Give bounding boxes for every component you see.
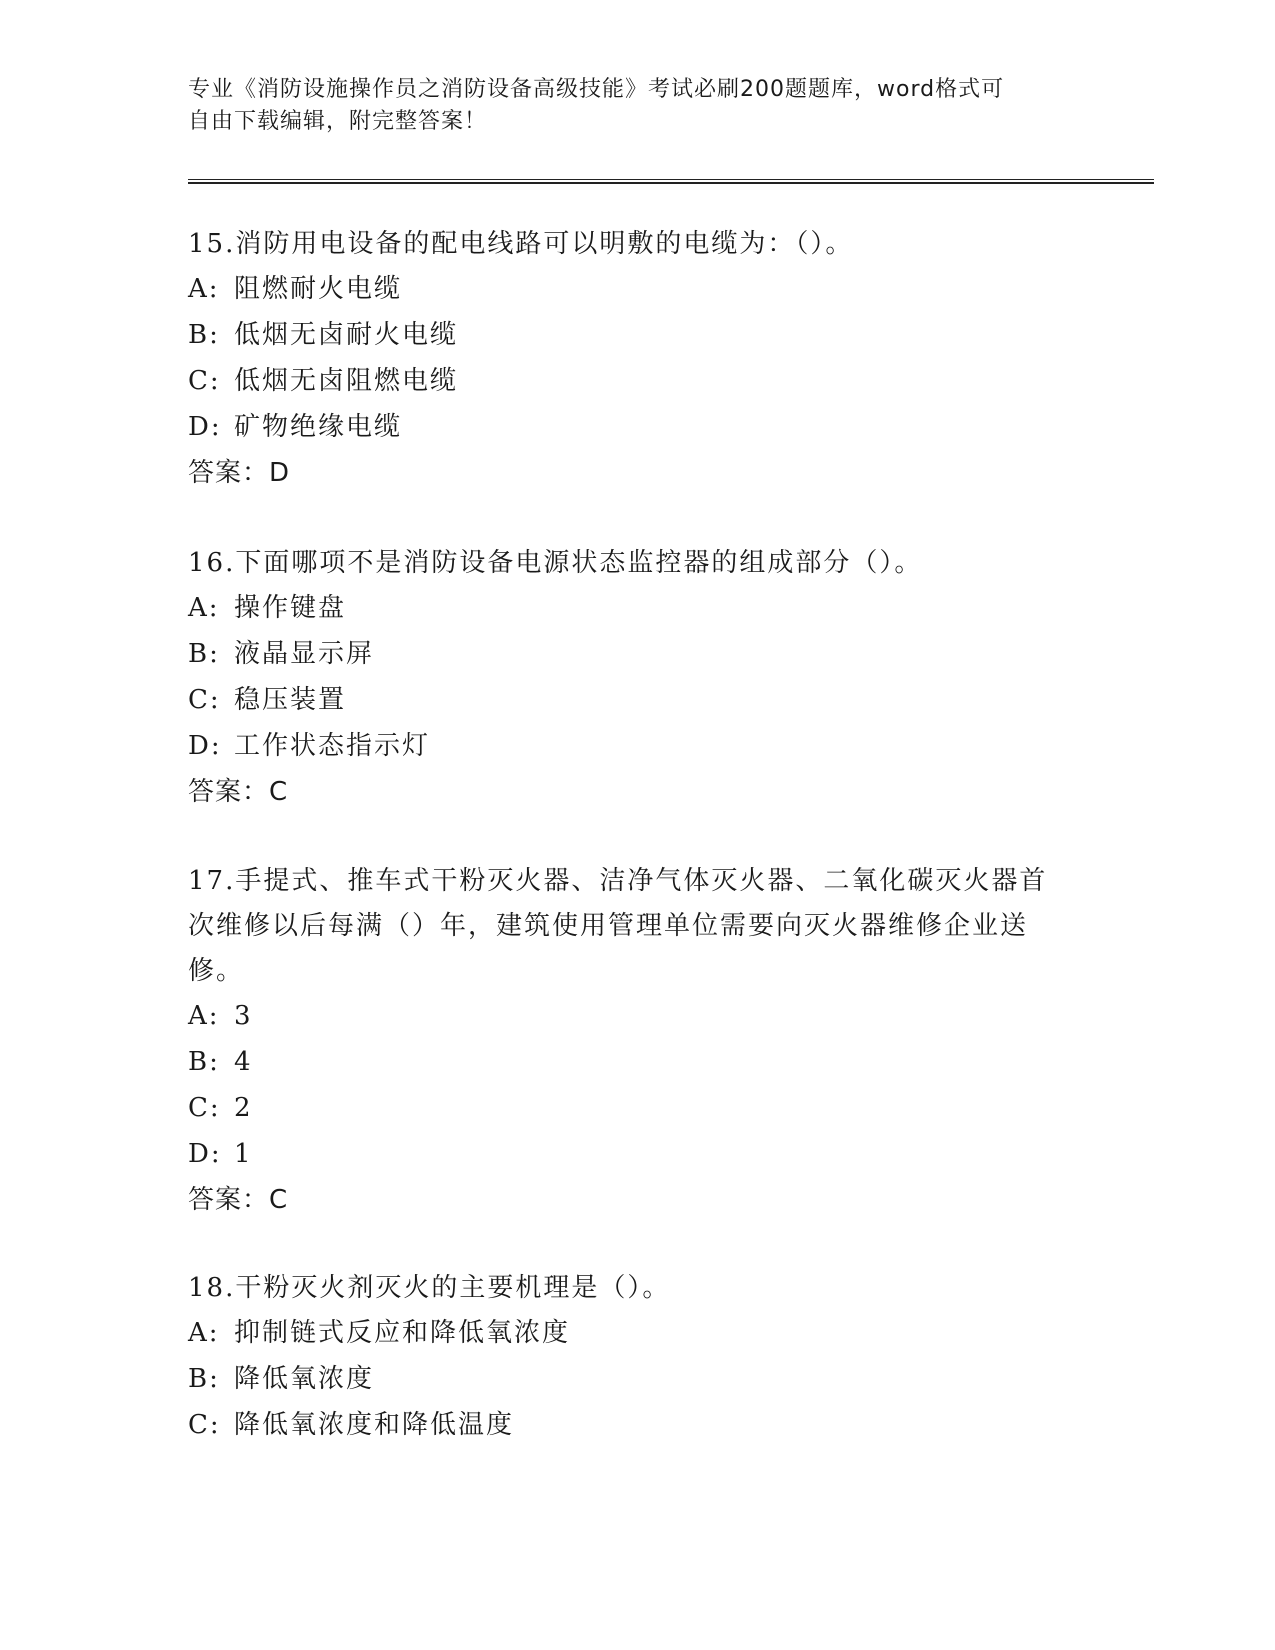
- option-b: [188, 1357, 1088, 1403]
- option-letter: B:: [188, 1047, 220, 1077]
- option-d: [188, 405, 1088, 451]
- question-stem-line: 修。: [188, 956, 245, 986]
- question-stem: [188, 1266, 1088, 1311]
- option-text: 操作键盘: [234, 593, 347, 623]
- header-divider-thick: [188, 182, 1154, 184]
- option-text: 稳压装置: [234, 685, 347, 715]
- option-a: [188, 1311, 1088, 1357]
- answer-line: 答案：C: [188, 1185, 289, 1215]
- question-15: [188, 222, 1088, 496]
- option-text: 2: [234, 1093, 253, 1123]
- question-16: [188, 541, 1088, 815]
- option-d: [188, 1132, 1088, 1178]
- question-stem-line: 15.消防用电设备的配电线路可以明敷的电缆为：（）。: [188, 229, 854, 259]
- header-divider-thin: [188, 179, 1154, 180]
- option-text: 3: [234, 1001, 253, 1031]
- option-c: [188, 1086, 1088, 1132]
- option-text: 降低氧浓度和降低温度: [234, 1410, 515, 1440]
- question-stem: [188, 222, 1088, 267]
- option-letter: A:: [188, 1001, 220, 1031]
- option-c: [188, 678, 1088, 724]
- header-line-1: 专业《消防设施操作员之消防设备高级技能》考试必刷200题题库，word格式可: [188, 77, 1005, 102]
- option-letter: A:: [188, 1318, 220, 1348]
- option-text: 液晶显示屏: [234, 639, 375, 669]
- option-letter: D:: [188, 1139, 222, 1169]
- option-letter: B:: [188, 320, 220, 350]
- answer-line: 答案：C: [188, 777, 289, 807]
- option-d: [188, 724, 1088, 770]
- option-letter: C:: [188, 1093, 221, 1123]
- option-b: [188, 1040, 1088, 1086]
- option-letter: C:: [188, 1410, 221, 1440]
- option-text: 1: [234, 1139, 253, 1169]
- option-letter: C:: [188, 366, 221, 396]
- question-stem-line: 次维修以后每满（）年，建筑使用管理单位需要向灭火器维修企业送: [188, 911, 1029, 941]
- option-text: 低烟无卤阻燃电缆: [234, 366, 459, 396]
- option-text: 矿物绝缘电缆: [234, 412, 403, 442]
- question-17: [188, 859, 1088, 1223]
- answer-line: 答案：D: [188, 458, 291, 488]
- option-c: [188, 1403, 1088, 1449]
- question-stem-line: 16.下面哪项不是消防设备电源状态监控器的组成部分（）。: [188, 548, 923, 578]
- option-text: 阻燃耐火电缆: [234, 274, 403, 304]
- option-letter: A:: [188, 274, 220, 304]
- option-letter: C:: [188, 685, 221, 715]
- option-c: [188, 359, 1088, 405]
- option-text: 4: [234, 1047, 253, 1077]
- document-header: [188, 74, 1088, 138]
- option-a: [188, 586, 1088, 632]
- option-text: 低烟无卤耐火电缆: [234, 320, 459, 350]
- option-b: [188, 313, 1088, 359]
- option-text: 降低氧浓度: [234, 1364, 375, 1394]
- question-stem: [188, 541, 1088, 586]
- option-text: 工作状态指示灯: [234, 731, 431, 761]
- option-text: 抑制链式反应和降低氧浓度: [234, 1318, 571, 1348]
- option-a: [188, 994, 1088, 1040]
- option-letter: D:: [188, 731, 222, 761]
- option-b: [188, 632, 1088, 678]
- question-stem-line: 17.手提式、推车式干粉灭火器、洁净气体灭火器、二氧化碳灭火器首: [188, 866, 1048, 896]
- question-18: [188, 1266, 1088, 1449]
- option-letter: B:: [188, 1364, 220, 1394]
- header-line-2: 自由下载编辑，附完整答案！: [188, 109, 488, 134]
- question-stem-line: 18.干粉灭火剂灭火的主要机理是（）。: [188, 1273, 671, 1303]
- option-letter: A:: [188, 593, 220, 623]
- option-letter: D:: [188, 412, 222, 442]
- option-letter: B:: [188, 639, 220, 669]
- question-stem: [188, 859, 1088, 994]
- option-a: [188, 267, 1088, 313]
